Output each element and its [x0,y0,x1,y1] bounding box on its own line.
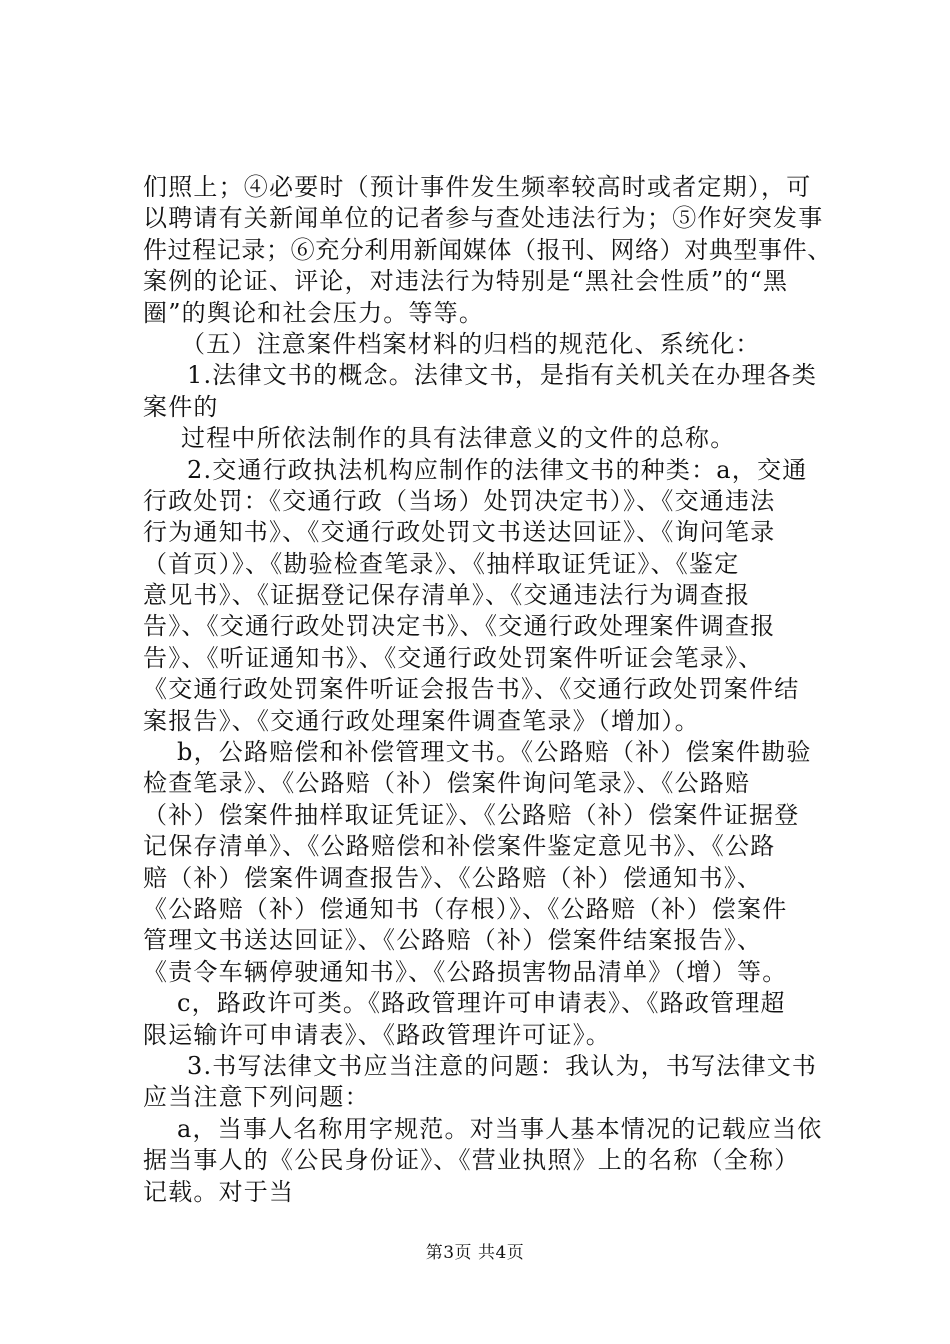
text-line: 《交通行政处罚案件听证会报告书》、《交通行政处罚案件结 [143,675,800,704]
text-line: 据当事人的《公民身份证》、《营业执照》上的名称（全称） [143,1146,800,1175]
text-line: 记保存清单》、《公路赔偿和补偿案件鉴定意见书》、《公路 [143,832,776,861]
text-line: （首页）》、《勘验检查笔录》、《抽样取证凭证》、《鉴定 [143,549,740,578]
text-line: （补）偿案件抽样取证凭证》、《公路赔（补）偿案件证据登 [143,800,800,829]
text-line: 告》、《听证通知书》、《交通行政处罚案件听证会笔录》、 [143,643,764,672]
text-line: 案例的论证、评论，对违法行为特别是“黑社会性质”的“黑 [143,267,789,296]
text-line: 记载。对于当 [143,1177,295,1206]
text-line: 意见书》、《证据登记保存清单》、《交通违法行为调查报 [143,581,751,610]
text-line: c，路政许可类。《路政管理许可申请表》、《路政管理超 [177,989,786,1018]
text-line: b，公路赔偿和补偿管理文书。《公路赔（补）偿案件勘验 [177,738,812,767]
text-line: （五）注意案件档案材料的归档的规范化、系统化： [181,329,761,358]
text-line: 赔（补）偿案件调查报告》、《公路赔（补）偿通知书》、 [143,863,763,892]
text-line: 过程中所依法制作的具有法律意义的文件的总称。 [181,424,736,453]
text-line: 们照上；④必要时（预计事件发生频率较高时或者定期），可 [143,173,812,201]
text-line: 行为通知书》、《交通行政处罚文书送达回证》、《询问笔录 [143,518,776,547]
text-line: 案报告》、《交通行政处理案件调查笔录》（增加）。 [143,706,700,735]
text-line: 以聘请有关新闻单位的记者参与查处违法行为；⑤作好突发事 [143,204,824,233]
text-line: 《公路赔（补）偿通知书（存根）》、《公路赔（补）偿案件 [143,894,788,923]
document-body [143,172,833,1208]
text-line: 《责令车辆停驶通知书》、《公路损害物品清单》（增）等。 [143,957,788,986]
text-line: 检查笔录》、《公路赔（补）偿案件询问笔录》、《公路赔 [143,769,751,798]
text-line: 管理文书送达回证》、《公路赔（补）偿案件结案报告》、 [143,926,763,955]
text-line: a，当事人名称用字规范。对当事人基本情况的记载应当依 [177,1114,823,1143]
text-line: 案件的 [143,392,219,421]
text-line: 3.书写法律文书应当注意的问题：我认为，书写法律文书 [187,1051,818,1080]
page-footer: 第3页 共4页 [425,1243,525,1263]
text-line: 行政处罚：《交通行政（当场）处罚决定书）》、《交通违法 [143,486,776,515]
text-line: 件过程记录；⑥充分利用新闻媒体（报刊、网络）对典型事件、 [143,235,832,264]
text-line: 告》、《交通行政处罚决定书》、《交通行政处理案件调查报 [143,612,776,641]
text-line: 1.法律文书的概念。法律文书，是指有关机关在办理各类 [187,361,818,390]
text-line: 限运输许可申请表》、《路政管理许可证》。 [143,1020,611,1049]
text-line: 应当注意下列问题： [143,1083,370,1112]
text-line: 圈”的舆论和社会压力。等等。 [143,298,485,327]
text-line: 2.交通行政执法机构应制作的法律文书的种类：a，交通 [187,455,808,484]
